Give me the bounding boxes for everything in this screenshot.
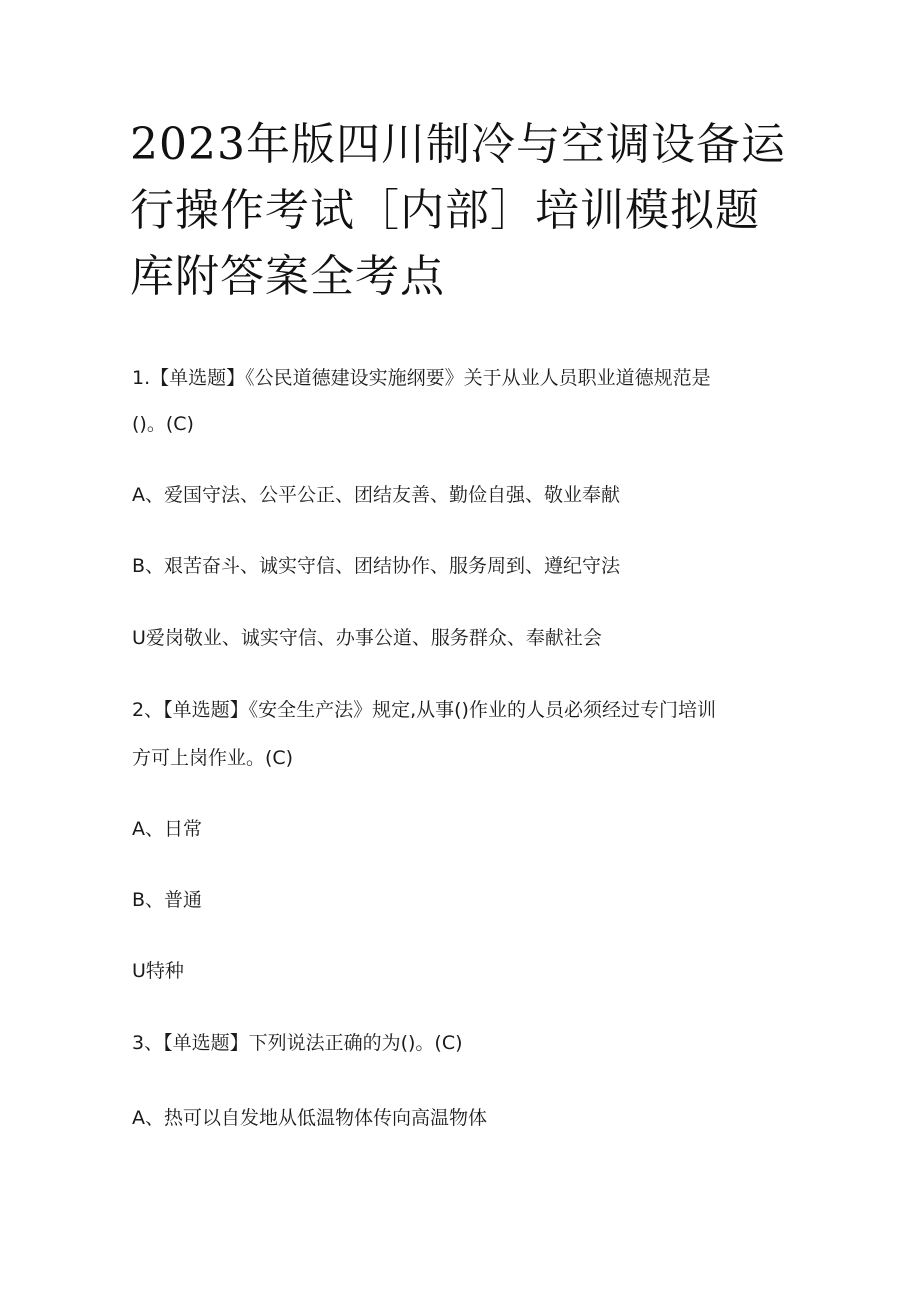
- question-1-stem-line-1: 1.【单选题】《公民道德建设实施纲要》关于从业人员职业道德规范是: [132, 367, 711, 389]
- question-1-option-b: B、艰苦奋斗、诚实守信、团结协作、服务周到、遵纪守法: [132, 555, 621, 577]
- question-3-option-a: A、热可以自发地从低温物体传向高温物体: [132, 1107, 487, 1129]
- question-2-stem-line-2: 方可上岗作业。(C): [132, 747, 294, 769]
- question-1-option-a: A、爱国守法、公平公正、团结友善、勤俭自强、敬业奉献: [132, 484, 620, 506]
- question-2-option-b: B、普通: [132, 889, 203, 911]
- question-3-stem: 3、【单选题】下列说法正确的为()。(C): [132, 1032, 463, 1054]
- question-2-stem-line-1: 2、【单选题】《安全生产法》规定,从事()作业的人员必须经过专门培训: [132, 699, 716, 721]
- document-title: 2023年版四川制冷与空调设备运行操作考试［内部］培训模拟题库附答案全考点: [130, 119, 786, 302]
- question-1-stem-line-2: ()。(C): [132, 413, 194, 435]
- question-2-option-a: A、日常: [132, 818, 202, 840]
- question-1-option-c: U爱岗敬业、诚实守信、办事公道、服务群众、奉献社会: [132, 627, 602, 649]
- question-2-option-c: U特种: [132, 960, 184, 982]
